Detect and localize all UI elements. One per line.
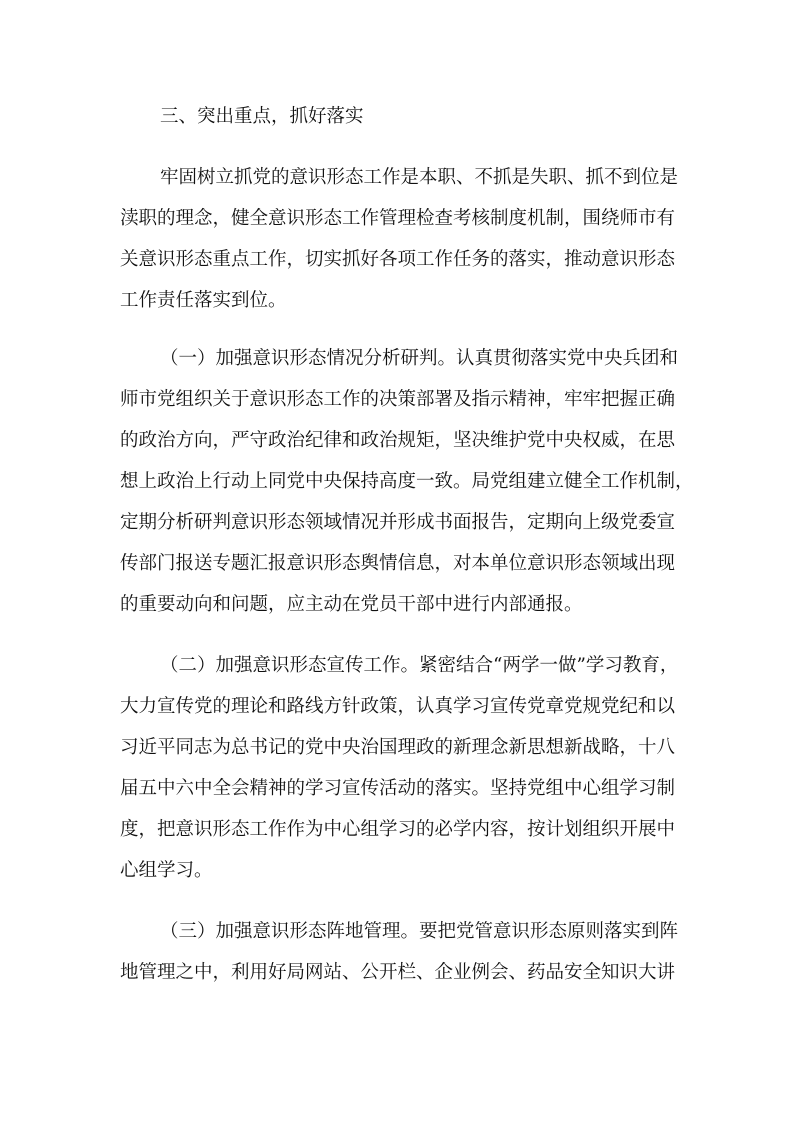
paragraph-3-line-6: 心组学习。 <box>120 860 213 881</box>
paragraph-2-line-7: 的重要动向和问题，应主动在党员干部中进行内部通报。 <box>120 594 583 615</box>
paragraph-2-line-4: 想上政治上行动上同党中央保持高度一致。局党组建立健全工作机制， <box>120 471 694 492</box>
paragraph-3-line-5: 度，把意识形态工作作为中心组学习的必学内容，按计划组织开展中 <box>120 819 676 840</box>
paragraph-2-line-2: 师市党组织关于意识形态工作的决策部署及指示精神，牢牢把握正确 <box>120 389 676 410</box>
paragraph-4-line-2: 地管理之中，利用好局网站、公开栏、企业例会、药品安全知识大讲 <box>120 962 676 983</box>
paragraph-2-line-5: 定期分析研判意识形态领域情况并形成书面报告，定期向上级党委宣 <box>120 512 676 533</box>
paragraph-3-line-3: 习近平同志为总书记的党中央治国理政的新理念新思想新战略，十八 <box>120 737 676 758</box>
paragraph-2-line-3: 的政治方向，严守政治纪律和政治规矩，坚决维护党中央权威，在思 <box>120 430 676 451</box>
paragraph-1-line-2: 渎职的理念，健全意识形态工作管理检查考核制度机制，围绕师市有 <box>120 208 676 229</box>
paragraph-1-line-3: 关意识形态重点工作，切实抓好各项工作任务的落实，推动意识形态 <box>120 249 676 270</box>
paragraph-1-line-4: 工作责任落实到位。 <box>120 290 287 311</box>
paragraph-1-line-1: 牢固树立抓党的意识形态工作是本职、不抓是失职、抓不到位是 <box>160 167 679 188</box>
section-heading: 三、突出重点，抓好落实 <box>160 106 364 127</box>
paragraph-2-line-1: （一）加强意识形态情况分析研判。认真贯彻落实党中央兵团和 <box>160 348 679 369</box>
paragraph-3-line-4: 届五中六中全会精神的学习宣传活动的落实。坚持党组中心组学习制 <box>120 778 676 799</box>
paragraph-2-line-6: 传部门报送专题汇报意识形态舆情信息，对本单位意识形态领域出现 <box>120 553 676 574</box>
paragraph-3-line-2: 大力宣传党的理论和路线方针政策，认真学习宣传党章党规党纪和以 <box>120 696 676 717</box>
paragraph-3-line-1: （二）加强意识形态宣传工作。紧密结合“两学一做”学习教育， <box>160 655 679 676</box>
paragraph-4-line-1: （三）加强意识形态阵地管理。要把党管意识形态原则落实到阵 <box>160 921 679 942</box>
